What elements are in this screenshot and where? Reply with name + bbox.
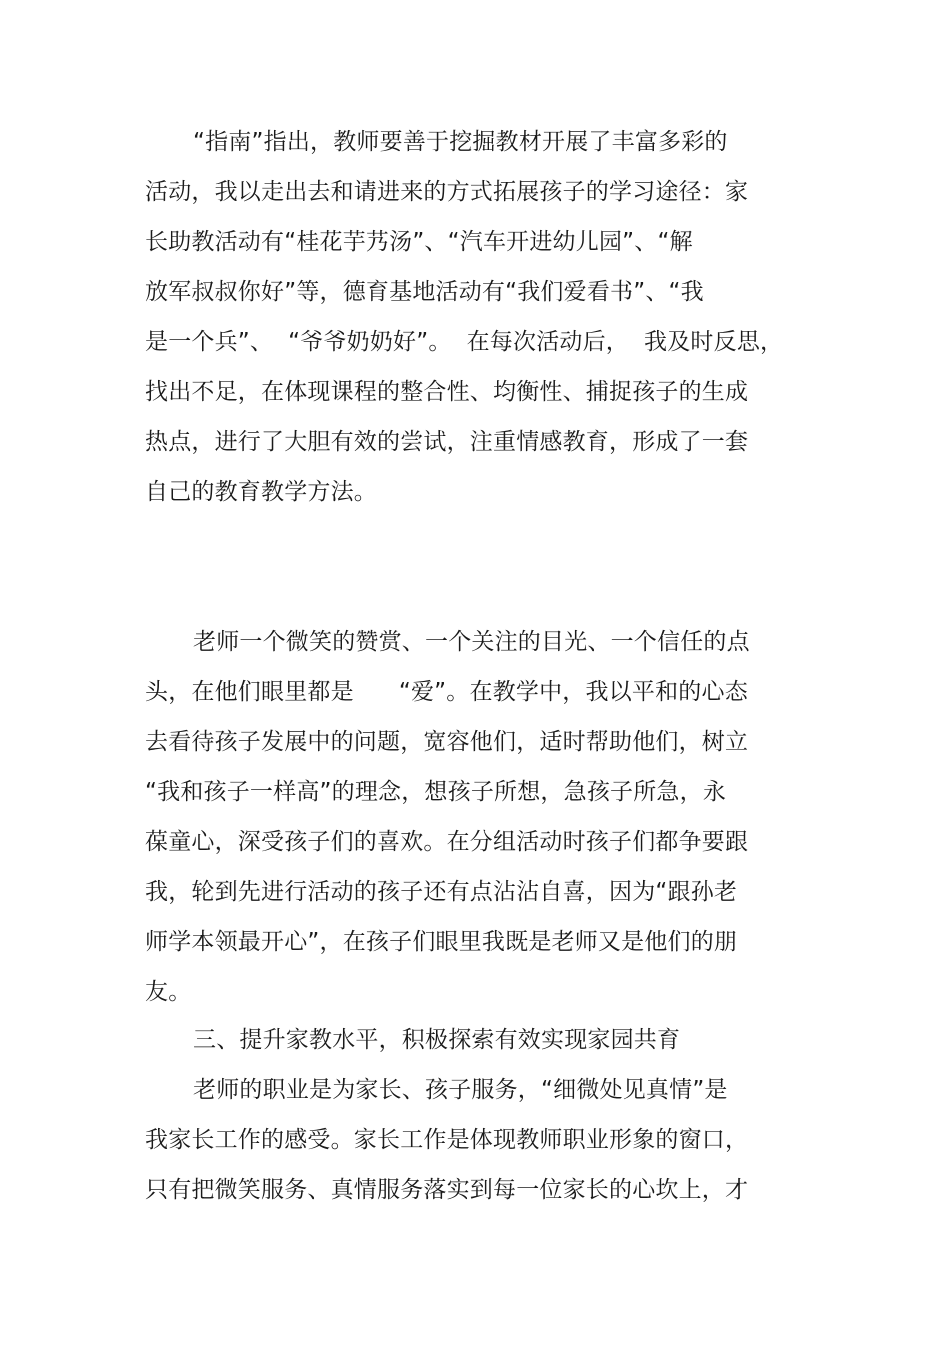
paragraph-2-line-3: 去看待孩子发展中的问题，宽容他们，适时帮助他们，树立	[145, 729, 749, 755]
paragraph-2-line-5: 葆童心，深受孩子们的喜欢。在分组活动时孩子们都争要跟	[145, 829, 749, 855]
section-heading: 三、提升家教水平，积极探索有效实现家园共育	[193, 1027, 681, 1053]
paragraph-2-line-6: 我，轮到先进行活动的孩子还有点沾沾自喜，因为“跟孙老	[145, 879, 738, 905]
paragraph-1-line-3: 长助教活动有“桂花芋艿汤”、“汽车开进幼儿园”、“解	[145, 229, 693, 255]
paragraph-3-line-2: 我家长工作的感受。家长工作是体现教师职业形象的窗口，	[145, 1127, 749, 1153]
paragraph-2-line-1: 老师一个微笑的赞赏、一个关注的目光、一个信任的点	[193, 629, 750, 655]
paragraph-1-line-1: “指南”指出，教师要善于挖掘教材开展了丰富多彩的	[193, 129, 728, 155]
paragraph-1-line-5: 是一个兵”、 “爷爷奶奶好”。 在每次活动后， 我及时反思，	[145, 329, 784, 355]
paragraph-2-line-8: 友。	[145, 979, 192, 1005]
paragraph-1-line-4: 放军叔叔你好”等，德育基地活动有“我们爱看书”、“我	[145, 279, 704, 305]
paragraph-2-line-7: 师学本领最开心”，在孩子们眼里我既是老师又是他们的朋	[145, 929, 738, 955]
paragraph-3-line-1: 老师的职业是为家长、孩子服务，“细微处见真情”是	[193, 1077, 728, 1103]
paragraph-1-line-7: 热点，进行了大胆有效的尝试，注重情感教育，形成了一套	[145, 429, 749, 455]
paragraph-1-line-6: 找出不足，在体现课程的整合性、均衡性、捕捉孩子的生成	[145, 379, 749, 405]
paragraph-2-line-4: “我和孩子一样高”的理念，想孩子所想，急孩子所急，永	[145, 779, 727, 805]
paragraph-2-line-2: 头，在他们眼里都是 “爱”。在教学中，我以平和的心态	[145, 679, 748, 705]
paragraph-3-line-3: 只有把微笑服务、真情服务落实到每一位家长的心坎上，才	[145, 1177, 749, 1203]
paragraph-1-line-2: 活动，我以走出去和请进来的方式拓展孩子的学习途径：家	[145, 179, 749, 205]
paragraph-1-line-8: 自己的教育教学方法。	[145, 479, 377, 505]
